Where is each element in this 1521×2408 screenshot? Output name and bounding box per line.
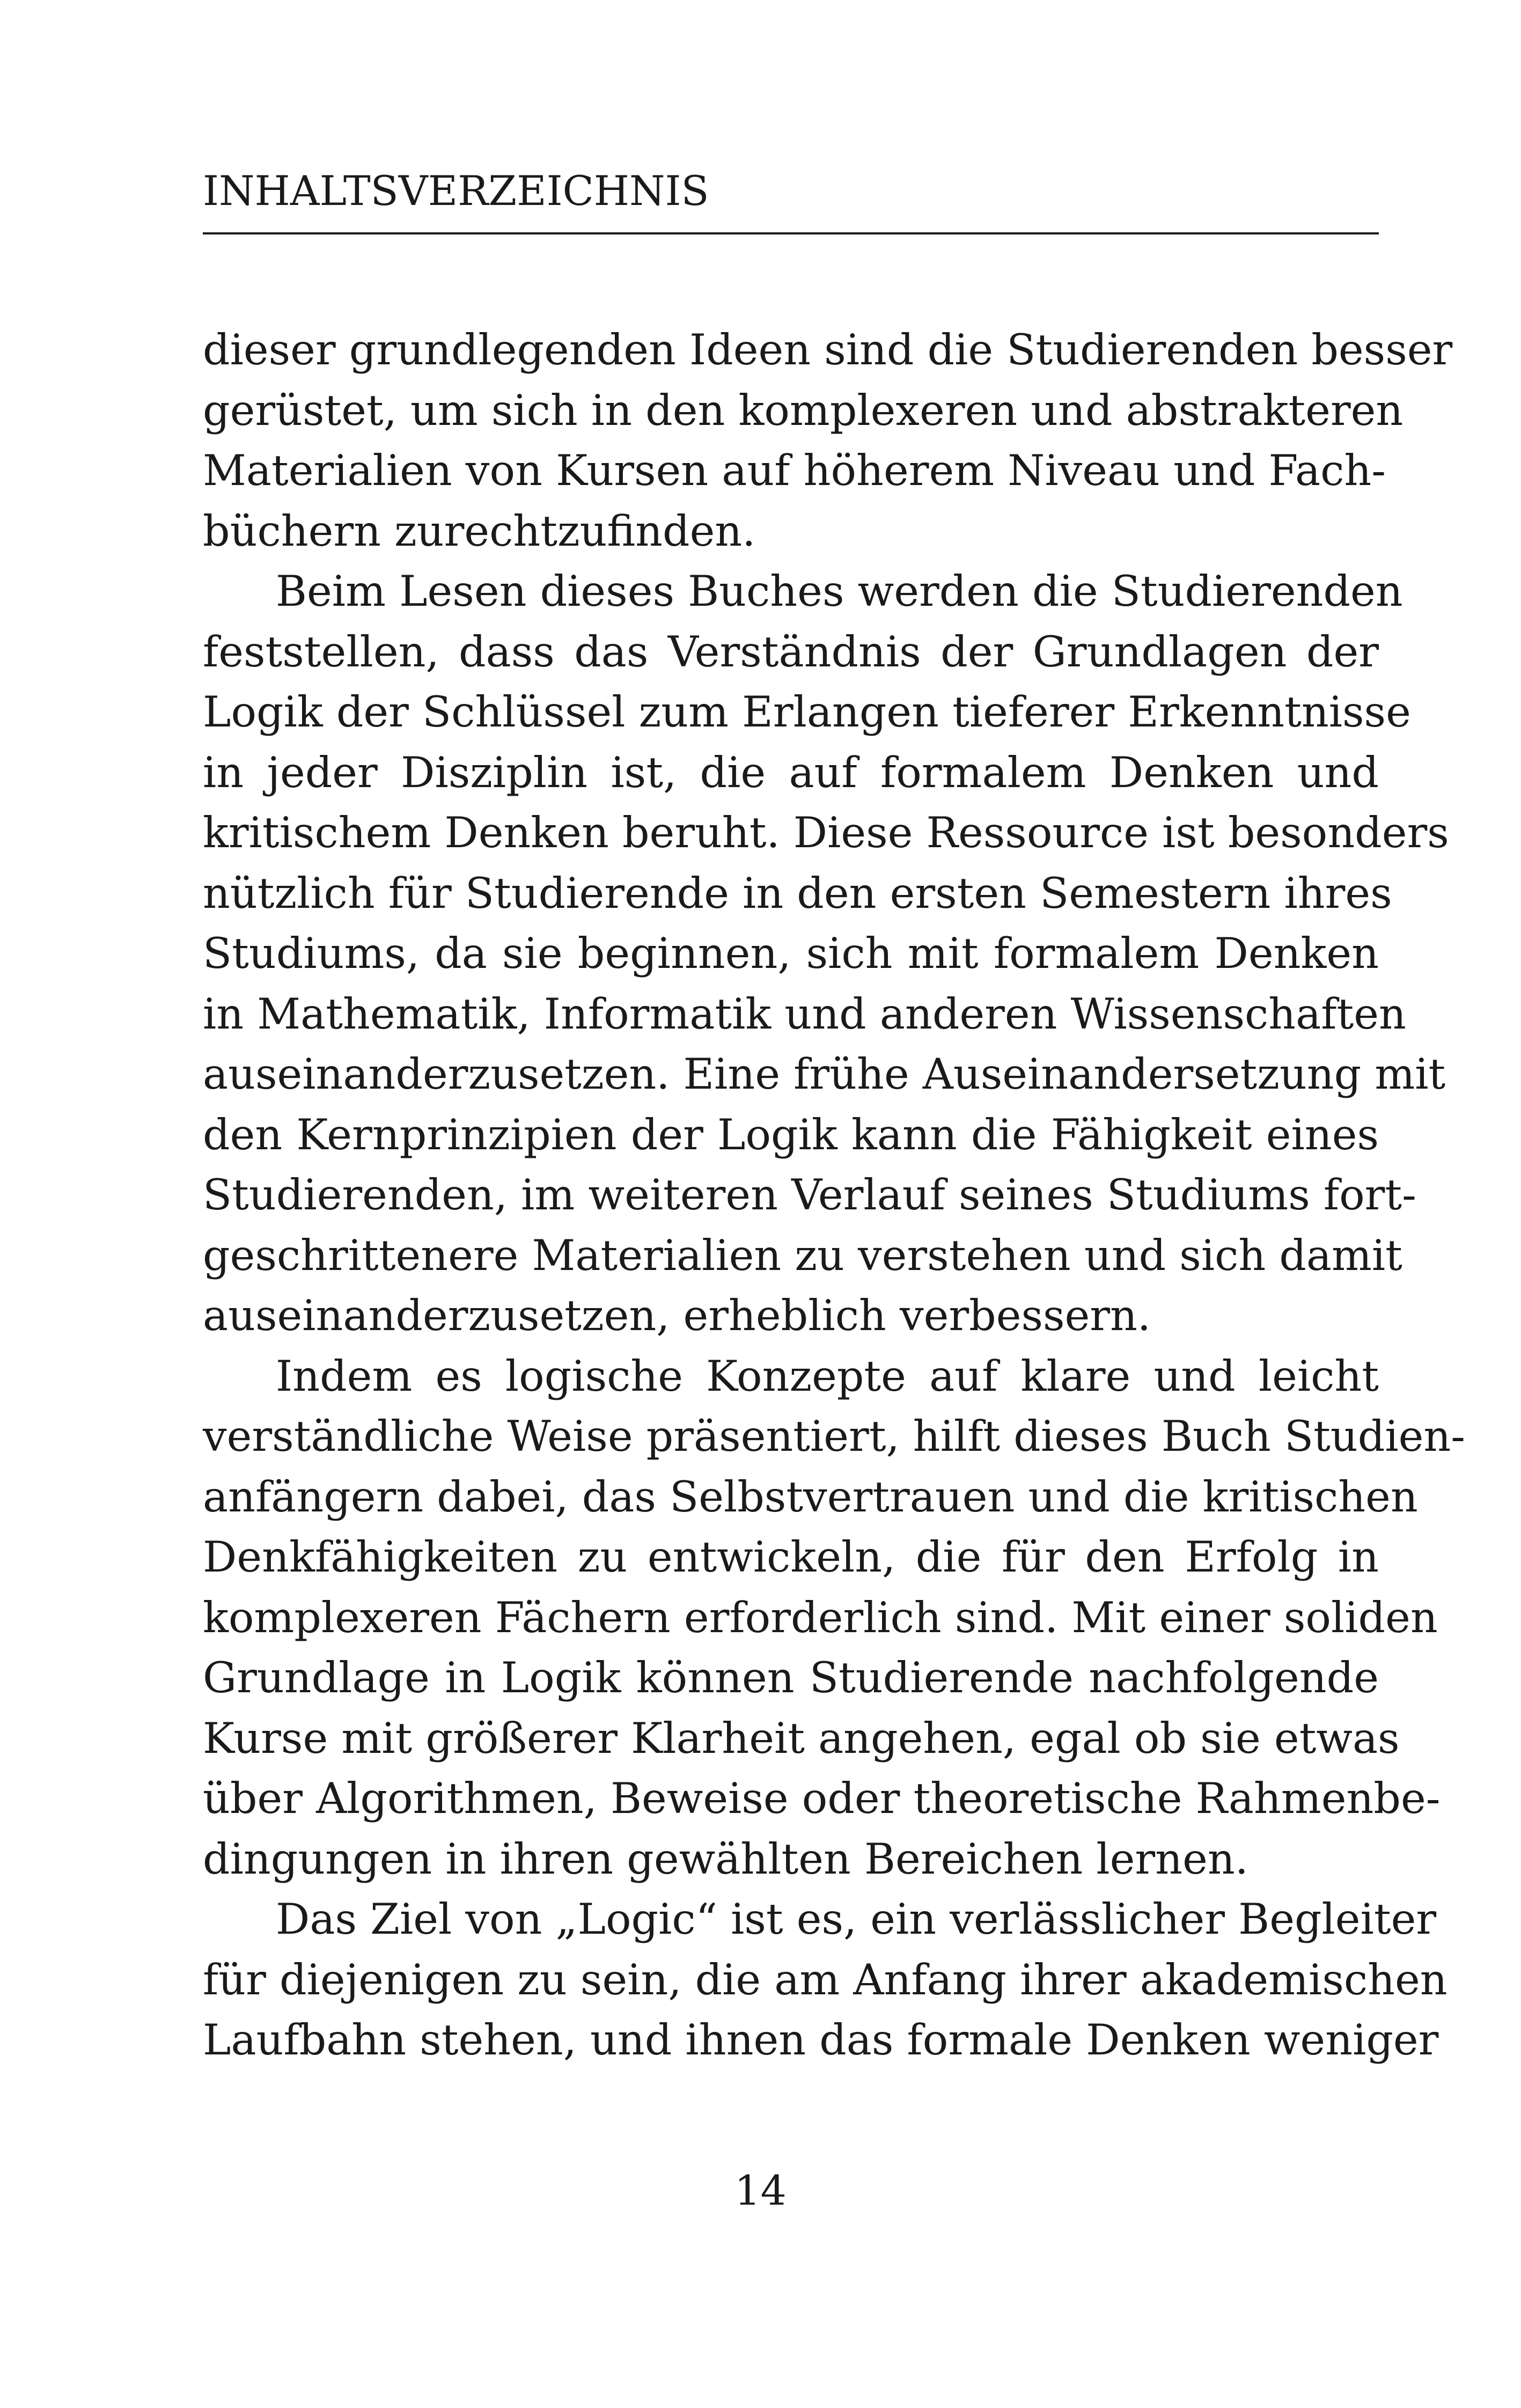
text-line: kritischem Denken beruht. Diese Ressource ist besonders (203, 808, 1449, 857)
text-line: dingungen in ihren gewählten Bereichen lernen. (203, 1834, 1248, 1884)
text-line: auseinanderzusetzen. Eine frühe Auseinandersetzung mit (203, 1049, 1446, 1099)
paragraph-3 (203, 1346, 1465, 1890)
text-line: feststellen, dass das Verständnis der Grundlagen der (203, 627, 1379, 677)
text-line: Denkfähigkeiten zu entwickeln, die für den Erfolg in (203, 1532, 1379, 1582)
text-line: büchern zurechtzufinden. (203, 506, 756, 556)
text-line: nützlich für Studierende in den ersten Semestern ihres (203, 868, 1392, 918)
text-line: Das Ziel von „Logic“ ist es, ein verlässlicher Begleiter (276, 1895, 1437, 1944)
text-line: geschrittenere Materialien zu verstehen und sich damit (203, 1230, 1402, 1280)
running-head: INHALTSVERZEICHNIS (203, 167, 709, 215)
text-line: Beim Lesen dieses Buches werden die Studierenden (276, 567, 1403, 616)
text-line: komplexeren Fächern erforderlich sind. Mit einer soliden (203, 1592, 1438, 1642)
paragraph-4 (203, 1889, 1447, 2071)
paragraph-2 (203, 561, 1449, 1346)
text-line: verständliche Weise präsentiert, hilft dieses Buch Studien- (203, 1412, 1465, 1461)
text-line: den Kernprinzipien der Logik kann die Fähigkeit eines (203, 1110, 1379, 1159)
text-line: dieser grundlegenden Ideen sind die Studierenden besser (203, 325, 1453, 375)
text-line: gerüstet, um sich in den komplexeren und abstrakteren (203, 385, 1404, 435)
text-line: Materialien von Kursen auf höherem Niveau und Fach- (203, 446, 1386, 495)
text-line: in jeder Disziplin ist, die auf formalem Denken und (203, 747, 1379, 797)
text-line: Studiums, da sie beginnen, sich mit formalem Denken (203, 929, 1379, 978)
page-number: 14 (734, 2167, 787, 2214)
text-line: anfängern dabei, das Selbstvertrauen und die kritischen (203, 1472, 1418, 1522)
text-line: für diejenigen zu sein, die am Anfang ihrer akademischen (203, 1955, 1447, 2005)
text-line: Logik der Schlüssel zum Erlangen tieferer Erkenntnisse (203, 687, 1411, 737)
text-line: auseinanderzusetzen, erheblich verbessern. (203, 1291, 1151, 1340)
text-line: Laufbahn stehen, und ihnen das formale Denken weniger (203, 2015, 1439, 2065)
text-line: über Algorithmen, Beweise oder theoretische Rahmenbe- (203, 1774, 1441, 1823)
body-text (203, 320, 1465, 2071)
text-line: in Mathematik, Informatik und anderen Wissenschaften (203, 989, 1406, 1039)
text-line: Indem es logische Konzepte auf klare und leicht (276, 1351, 1379, 1401)
text-line: Grundlage in Logik können Studierende nachfolgende (203, 1653, 1379, 1702)
text-line: Studierenden, im weiteren Verlauf seines Studiums fort- (203, 1170, 1416, 1220)
text-line: Kurse mit größerer Klarheit angehen, egal ob sie etwas (203, 1713, 1400, 1763)
header-rule (203, 232, 1379, 234)
paragraph-1 (203, 320, 1453, 561)
